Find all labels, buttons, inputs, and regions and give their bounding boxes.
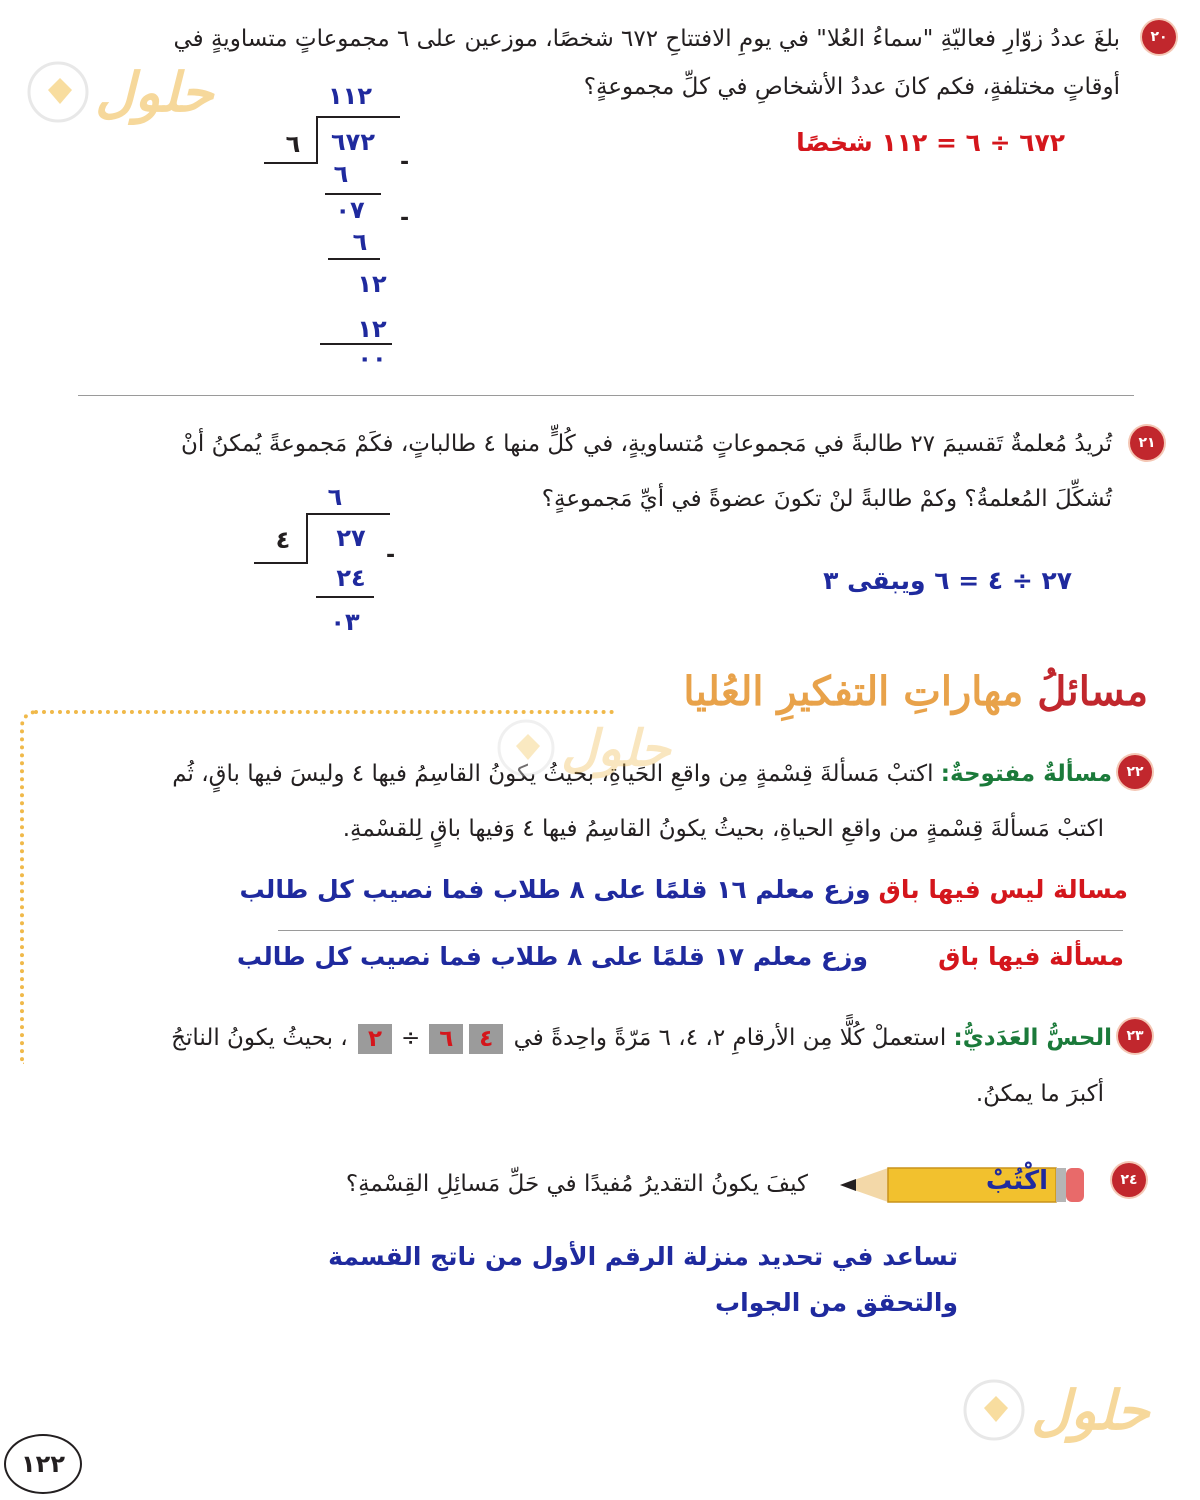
page-number: ١٢٢ bbox=[21, 1450, 65, 1478]
p20-divisor-underline bbox=[264, 162, 318, 164]
p20-step-4: ١٢ bbox=[357, 270, 387, 298]
p21-step-2: ٠٣ bbox=[330, 608, 360, 636]
problem-20-answer: ٦٧٢ ÷ ٦ = ١١٢ شخصًا bbox=[796, 128, 1065, 157]
logo-emblem-icon bbox=[962, 1378, 1026, 1442]
p22-answer2-label: مسألة فيها باق bbox=[938, 942, 1124, 971]
watermark-text-bottom: حلول bbox=[1031, 1378, 1150, 1442]
digit-box-2: ٦ bbox=[429, 1024, 463, 1054]
p20-minus-2: - bbox=[400, 206, 410, 231]
problem-23-number: ٢٣ bbox=[1118, 1019, 1152, 1053]
page-number-badge bbox=[4, 1434, 82, 1494]
problem-23-line2: أكبرَ ما يمكنُ. bbox=[975, 1081, 1104, 1107]
p22-answer1-label: مسالة ليس فيها باق bbox=[878, 875, 1128, 904]
p21-divisor-underline bbox=[254, 562, 308, 564]
problem-24-answer-line2: والتحقق من الجواب bbox=[715, 1288, 958, 1317]
problem-24-answer-line1: تساعد في تحديد منزلة الرقم الأول من ناتج القسمة bbox=[328, 1242, 958, 1271]
section-title-part2: مهاراتِ التفكيرِ العُليا bbox=[683, 668, 1024, 715]
problem-22-line2: اكتبْ مَسألةَ قِسْمةٍ من واقعِ الحياةِ، بحيثُ يكونُ القاسِمُ فيها ٤ وَفيها باقٍ لِلقسْمةِ. bbox=[342, 816, 1104, 842]
p21-bracket-top bbox=[308, 513, 390, 515]
p20-rule-1 bbox=[325, 193, 381, 195]
section-title-part1: مسائلُ bbox=[1037, 668, 1148, 715]
problem-21-line2: تُشكِّلَ المُعلمةُ؟ وكمْ طالبةً لنْ تكونَ عضوةً في أيِّ مَجموعةٍ؟ bbox=[541, 486, 1112, 512]
digit-box-3: ٢ bbox=[358, 1024, 392, 1054]
problem-22-number: ٢٢ bbox=[1118, 755, 1152, 789]
problem-20-line1: بلغَ عددُ زوّارِ فعاليّةِ "سماءُ العُلا" في يومِ الافتتاحِ ٦٧٢ شخصًا، موزعين على ٦ مجموعاتٍ متساويةٍ في bbox=[173, 26, 1120, 52]
p21-quotient: ٦ bbox=[327, 483, 343, 511]
watermark-text-middle: حلول bbox=[561, 718, 671, 778]
division-sign: ÷ bbox=[401, 1025, 421, 1051]
logo-emblem-icon bbox=[496, 718, 556, 778]
p21-rule bbox=[316, 596, 374, 598]
problem-22-answer-1 bbox=[239, 875, 1128, 904]
p21-dividend: ٢٧ bbox=[336, 524, 366, 552]
problem-21-number: ٢١ bbox=[1130, 426, 1164, 460]
p20-step-6: ٠٠ bbox=[357, 344, 387, 372]
pencil-write-badge bbox=[840, 1162, 1088, 1208]
problem-24-question: كيفَ يكونُ التقديرُ مُفيدًا في حَلِّ مَسائِلِ القِسْمةِ؟ bbox=[345, 1171, 808, 1197]
p20-rule-2 bbox=[328, 258, 380, 260]
problem-23-text-b: ، بحيثُ يكونُ الناتجُ bbox=[171, 1025, 348, 1051]
logo-emblem-icon bbox=[26, 60, 90, 124]
problem-23-label: الحسُّ العَدَديُّ: bbox=[953, 1025, 1112, 1051]
watermark-text-top: حلول bbox=[95, 60, 214, 124]
problem-20-number: ٢٠ bbox=[1142, 20, 1176, 54]
section-title bbox=[683, 668, 1148, 715]
p21-step-1: ٢٤ bbox=[336, 564, 366, 592]
watermark-logo-bottom bbox=[962, 1378, 1149, 1442]
watermark-logo-top bbox=[26, 60, 213, 124]
p20-minus-1: - bbox=[400, 150, 410, 175]
p20-divisor: ٦ bbox=[285, 130, 301, 158]
p20-step-3: ٦ bbox=[352, 228, 368, 256]
separator-2 bbox=[278, 930, 1123, 931]
separator-1 bbox=[78, 395, 1134, 396]
p20-quotient: ١١٢ bbox=[328, 82, 372, 110]
digit-box-1: ٤ bbox=[469, 1024, 503, 1054]
problem-21-line1: تُريدُ مُعلمةٌ تَقسيمَ ٢٧ طالبةً في مَجموعاتٍ مُتساويةٍ، في كُلٍّ منها ٤ طالباتٍ، فكَمْ مَجموعةً يُمكنُ أنْ bbox=[181, 431, 1112, 457]
p20-step-5: ١٢ bbox=[357, 315, 387, 343]
p22-answer2-text: وزع معلم ١٧ قلمًا على ٨ طلاب فما نصيب كل طالب bbox=[236, 942, 868, 971]
pencil-label: اكْتُبْ bbox=[985, 1166, 1048, 1196]
problem-21-answer: ٢٧ ÷ ٤ = ٦ ويبقى ٣ bbox=[823, 566, 1072, 595]
p20-bracket-top bbox=[318, 116, 400, 118]
p20-dividend: ٦٧٢ bbox=[331, 128, 375, 156]
p21-minus: - bbox=[386, 543, 396, 568]
pencil-icon bbox=[840, 1162, 1088, 1208]
problem-23-text-a: استعملْ كُلًّا مِن الأرقامِ ٢، ٤، ٦ مَرّةً واحِدةً في bbox=[513, 1025, 947, 1051]
p21-divisor: ٤ bbox=[275, 526, 291, 554]
p21-bracket-side bbox=[306, 513, 308, 563]
problem-20-line2: أوقاتٍ مختلفةٍ، فكم كانَ عددُ الأشخاصِ في كلِّ مجموعةٍ؟ bbox=[583, 74, 1120, 100]
p20-step-1: ٦ bbox=[333, 160, 349, 188]
problem-22-label: مسألةٌ مفتوحةٌ: bbox=[940, 761, 1112, 787]
problem-22-text1: اكتبْ مَسألةَ قِسْمةٍ مِن واقعِ الحَياةِ، بحيثُ يكونُ القاسِمُ فيها ٤ وليسَ فيها باقٍ، ثُم bbox=[172, 761, 934, 787]
p20-step-2: ٠٧ bbox=[335, 196, 365, 224]
p22-answer1-text: وزع معلم ١٦ قلمًا على ٨ طلاب فما نصيب كل طالب bbox=[239, 875, 871, 904]
p20-bracket-side bbox=[316, 116, 318, 164]
watermark-logo-middle bbox=[496, 718, 671, 778]
problem-23-line1 bbox=[171, 1021, 1112, 1055]
problem-24-number: ٢٤ bbox=[1112, 1163, 1146, 1197]
